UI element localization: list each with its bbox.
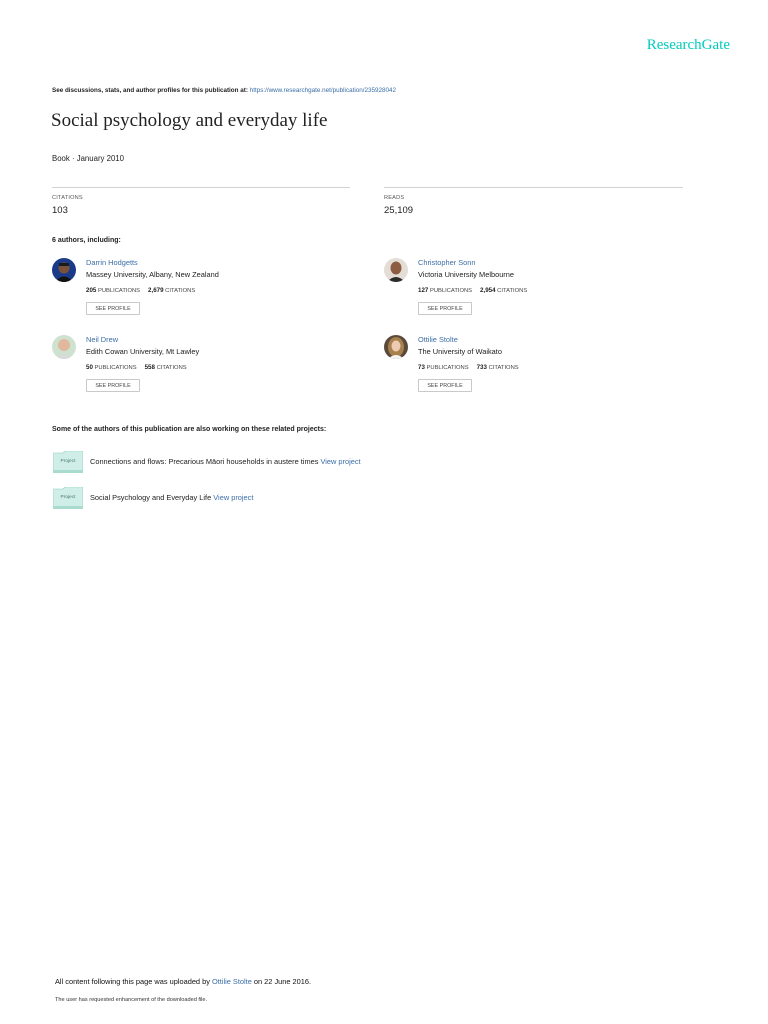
author-institution: Victoria University Melbourne xyxy=(418,270,514,279)
author-name[interactable]: Darrin Hodgetts xyxy=(86,258,138,267)
see-profile-button[interactable]: SEE PROFILE xyxy=(418,302,472,315)
publications-label: PUBLICATIONS xyxy=(94,365,137,371)
enhancement-note: The user has requested enhancement of the downloaded file. xyxy=(55,997,208,1003)
citations-count: 2,679 xyxy=(148,287,164,294)
view-project-link[interactable]: View project xyxy=(320,457,361,466)
citations-count: 558 xyxy=(144,364,155,371)
citations-label: CITATIONS xyxy=(165,288,196,294)
author-institution: Edith Cowan University, Mt Lawley xyxy=(86,347,200,356)
author-card xyxy=(384,335,644,405)
see-profile-button[interactable]: SEE PROFILE xyxy=(418,379,472,392)
author-stats xyxy=(418,287,527,294)
researchgate-logo[interactable]: ResearchGate xyxy=(646,37,730,53)
author-card xyxy=(52,258,312,328)
uploader-link[interactable]: Ottilie Stolte xyxy=(211,977,252,986)
author-institution: Massey University, Albany, New Zealand xyxy=(86,270,219,279)
author-stats xyxy=(86,364,187,371)
discussion-text: See discussions, stats, and author profiles for this publication at: xyxy=(52,87,248,94)
reads-label: READS xyxy=(384,195,405,201)
reads-divider xyxy=(384,187,683,188)
publications-count: 127 xyxy=(418,287,429,294)
discussion-notice xyxy=(52,87,396,94)
project-title xyxy=(90,493,253,502)
related-project xyxy=(53,487,453,513)
project-title xyxy=(90,457,361,466)
project-icon-label: Project xyxy=(60,459,76,464)
avatar[interactable] xyxy=(52,335,76,359)
avatar[interactable] xyxy=(52,258,76,282)
project-folder-icon xyxy=(53,451,83,473)
related-projects-heading: Some of the authors of this publication are also working on these related projects: xyxy=(52,426,327,433)
publications-count: 50 xyxy=(86,364,93,371)
project-title-text: Social Psychology and Everyday Life xyxy=(90,493,212,502)
citations-value: 103 xyxy=(52,205,68,216)
project-title-text: Connections and flows: Precarious Māori households in austere times xyxy=(90,457,319,466)
author-stats xyxy=(418,364,519,371)
citations-count: 2,954 xyxy=(480,287,496,294)
upload-notice xyxy=(55,977,311,986)
upload-suffix: on 22 June 2016. xyxy=(253,977,312,986)
project-icon-label: Project xyxy=(60,495,76,500)
related-project xyxy=(53,451,453,477)
citations-label: CITATIONS xyxy=(497,288,528,294)
author-card xyxy=(52,335,312,405)
author-institution: The University of Waikato xyxy=(418,347,502,356)
publications-count: 205 xyxy=(86,287,97,294)
see-profile-button[interactable]: SEE PROFILE xyxy=(86,379,140,392)
see-profile-button[interactable]: SEE PROFILE xyxy=(86,302,140,315)
publication-type-date: Book · January 2010 xyxy=(52,154,124,163)
publications-label: PUBLICATIONS xyxy=(97,288,141,294)
citations-divider xyxy=(52,187,350,188)
avatar[interactable] xyxy=(384,335,408,359)
publications-label: PUBLICATIONS xyxy=(429,288,473,294)
authors-heading: 6 authors, including: xyxy=(52,237,121,244)
avatar[interactable] xyxy=(384,258,408,282)
publication-title: Social psychology and everyday life xyxy=(51,110,328,131)
author-name[interactable]: Ottilie Stolte xyxy=(418,335,458,344)
upload-prefix: All content following this page was uploaded by xyxy=(55,977,210,986)
author-name[interactable]: Christopher Sonn xyxy=(418,258,476,267)
citations-label: CITATIONS xyxy=(156,365,187,371)
publications-label: PUBLICATIONS xyxy=(426,365,469,371)
project-folder-icon xyxy=(53,487,83,509)
publications-count: 73 xyxy=(418,364,425,371)
citations-count: 733 xyxy=(476,364,487,371)
publication-link[interactable]: https://www.researchgate.net/publication/235928042 xyxy=(249,87,397,94)
citations-label: CITATIONS xyxy=(52,195,83,201)
author-stats xyxy=(86,287,195,294)
view-project-link[interactable]: View project xyxy=(213,493,254,502)
reads-value: 25,109 xyxy=(384,205,414,216)
author-name[interactable]: Neil Drew xyxy=(86,335,119,344)
citations-label: CITATIONS xyxy=(488,365,519,371)
author-card xyxy=(384,258,644,328)
